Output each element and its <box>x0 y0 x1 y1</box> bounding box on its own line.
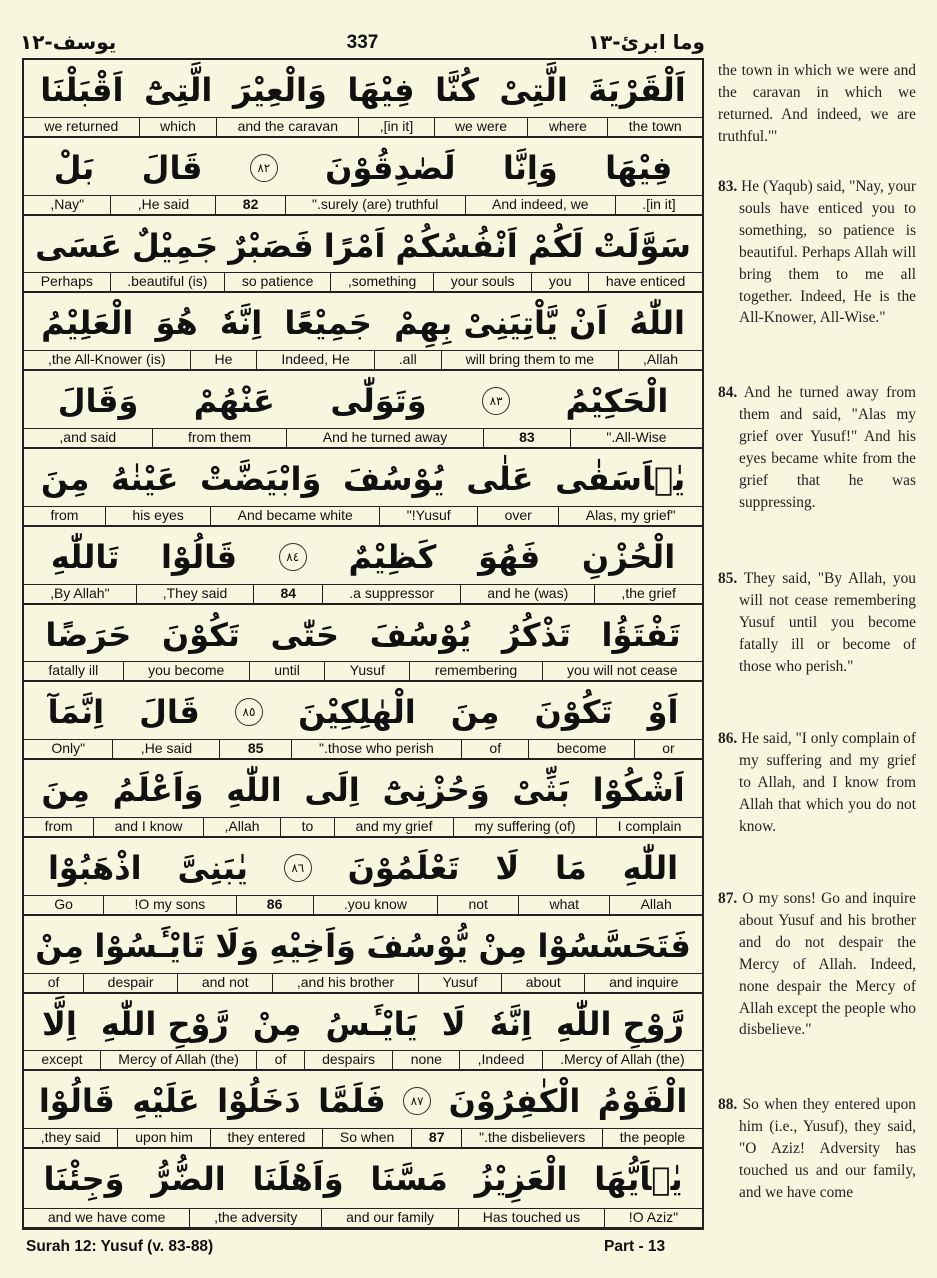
arabic-word: اَقْبَلْنَا <box>40 71 124 109</box>
arabic-word: تَايْـَٔسُوْا <box>94 926 205 965</box>
arabic-word: تَكُوْنَ <box>534 693 613 732</box>
english-gloss: [in it], <box>358 118 433 136</box>
english-gloss: (is) beautiful. <box>110 273 225 291</box>
english-gloss-line <box>24 1050 702 1069</box>
english-gloss: Perhaps <box>40 273 93 290</box>
arabic-word: عَلٰى <box>466 460 534 498</box>
english-gloss: Has touched us <box>458 1209 604 1227</box>
verse-row <box>24 60 702 138</box>
arabic-word: اِلَّا <box>42 1004 77 1043</box>
juz-title: وما ابرئ-١٣ <box>587 30 705 54</box>
arabic-word: الْهٰلِكِيْنَ <box>298 693 416 732</box>
arabic-word: اَنْ يَّاْتِيَنِىْ بِهِمْ <box>394 304 608 343</box>
arabic-word: فِيْهَا <box>605 148 673 187</box>
verse-row <box>24 994 702 1072</box>
verse-row <box>24 371 702 449</box>
english-gloss: "By Allah, <box>50 584 110 601</box>
english-gloss: Indeed, He <box>256 351 373 369</box>
english-gloss: and inquire <box>584 974 702 992</box>
arabic-word: وَاَعْلَمُ <box>112 771 204 810</box>
verse-label: 83. <box>718 178 738 195</box>
english-gloss: All-Wise." <box>570 429 702 447</box>
translation-paragraph <box>718 568 916 678</box>
english-gloss: a suppressor. <box>322 585 460 603</box>
english-gloss: you will not cease <box>542 662 702 680</box>
page-number: 337 <box>346 32 379 53</box>
verse-row <box>24 216 702 294</box>
arabic-word: لَكُمْ <box>527 226 584 265</box>
english-gloss: Indeed, <box>459 1051 541 1069</box>
english-gloss: Allah, <box>618 351 702 369</box>
translation-text: So when they entered upon him (i.e., Yusuf), they said, "O Aziz! Adversity has touched us and our family, and we have come <box>739 1096 916 1201</box>
verse-number-marker: ٨٧ <box>403 1087 431 1115</box>
arabic-word: وَحُزْنِىْٓ <box>382 771 490 810</box>
english-gloss: And indeed, we <box>465 196 615 214</box>
english-gloss: and I know <box>93 818 203 836</box>
translation-paragraph <box>718 176 916 329</box>
translation-text: He said, "I only complain of my suffering and my grief to Allah, and I know from Allah that which you do not know. <box>739 730 916 835</box>
verse-row <box>24 1071 702 1149</box>
arabic-word: وَقَالَ <box>57 382 139 421</box>
english-gloss: (is) the All-Knower, <box>47 351 166 368</box>
arabic-word: اَمْرًا <box>323 226 386 265</box>
arabic-word: تَفْتَؤُا <box>601 615 681 654</box>
english-gloss: and the caravan <box>216 118 358 136</box>
english-gloss: 87 <box>411 1129 461 1147</box>
arabic-word: قَالُوْا <box>161 537 238 576</box>
arabic-word: رَّوْحِ اللّٰهِ <box>556 1004 684 1043</box>
arabic-word: اِنَّهٗ <box>219 304 263 343</box>
english-gloss: from <box>44 817 73 834</box>
arabic-word: اَشْكُوْا <box>592 771 685 810</box>
footer-surah-info: Surah 12: Yusuf (v. 83-88) <box>26 1238 214 1255</box>
arabic-word: اللّٰهِ <box>226 771 282 810</box>
arabic-word: جَمِيْعًا <box>284 304 372 343</box>
arabic-word: لَا <box>441 1004 466 1043</box>
translation-text: They said, "By Allah, you will not cease remembering Yusuf until you become fatally ill or become of those who perish." <box>739 570 916 675</box>
arabic-line <box>24 60 702 120</box>
translation-paragraph <box>718 60 916 148</box>
english-gloss: you <box>531 273 588 291</box>
arabic-line <box>24 682 702 742</box>
arabic-word: فَهُوَ <box>478 537 541 576</box>
english-gloss: have enticed <box>588 273 702 291</box>
english-gloss: remembering <box>409 662 541 680</box>
arabic-word: الْكٰفِرُوْنَ <box>448 1082 581 1121</box>
english-gloss: So when <box>322 1129 411 1147</box>
arabic-word: يُوْسُفَ <box>369 615 472 654</box>
english-gloss: will bring them to me <box>441 351 618 369</box>
english-gloss: we were <box>434 118 528 136</box>
page-header <box>20 30 705 58</box>
arabic-word: تَاللّٰهِ <box>50 537 120 576</box>
arabic-word: عَلَيْهِ <box>132 1082 200 1121</box>
translation-paragraph <box>718 888 916 1041</box>
english-gloss: or <box>634 740 702 758</box>
english-gloss: over <box>477 507 558 525</box>
english-gloss: his eyes <box>105 507 210 525</box>
english-gloss: and not <box>177 974 272 992</box>
english-gloss-line <box>24 117 702 136</box>
english-gloss: and we have come <box>47 1208 166 1225</box>
verse-number-marker: ٨٥ <box>235 698 263 726</box>
arabic-word: بَثِّىْ <box>512 771 570 810</box>
english-gloss: you become <box>123 662 249 680</box>
arabic-word: عَسَى <box>35 226 122 265</box>
arabic-word: رَّوْحِ اللّٰهِ <box>100 1004 229 1043</box>
arabic-line <box>24 994 702 1054</box>
verse-label: 84. <box>718 384 738 401</box>
english-gloss-line <box>24 506 702 525</box>
arabic-word: وَاَهْلَنَا <box>252 1160 344 1199</box>
english-gloss: and his brother, <box>272 974 418 992</box>
english-gloss: O my sons! <box>103 896 235 914</box>
english-gloss: surely (are) truthful." <box>285 196 465 214</box>
english-gloss: from <box>50 506 79 523</box>
arabic-word: اَلْقَرْيَةَ <box>588 71 686 109</box>
english-gloss: Allah, <box>203 818 280 836</box>
arabic-word: حَرَضًا <box>45 615 132 654</box>
arabic-word: مِنْ <box>478 926 528 965</box>
verse-number-marker: ٨٦ <box>284 854 312 882</box>
english-gloss: those who perish." <box>291 740 461 758</box>
english-gloss: and my grief <box>334 818 453 836</box>
translation-paragraph <box>718 1094 916 1204</box>
english-gloss: They said, <box>136 585 254 603</box>
arabic-word: مَا <box>555 849 587 887</box>
english-gloss: the town <box>607 118 702 136</box>
arabic-word: يٰبَنِىَّ <box>177 849 248 887</box>
translation-text: O my sons! Go and inquire about Yusuf and his brother and do not despair the Mercy of Allah. Indeed, none despair the Mercy of Allah except the people who disbelieve." <box>739 890 916 1039</box>
verse-row <box>24 760 702 838</box>
english-gloss: you know. <box>313 896 438 914</box>
arabic-line <box>24 838 702 898</box>
arabic-word: اَنْفُسُكُمْ <box>395 226 518 265</box>
arabic-word: مِنَ <box>41 771 90 810</box>
english-gloss-line <box>24 973 702 992</box>
english-gloss: which <box>139 118 217 136</box>
english-gloss: despair <box>83 974 177 992</box>
arabic-line <box>24 293 702 353</box>
arabic-line <box>24 138 702 198</box>
english-gloss: upon him <box>117 1129 209 1147</box>
arabic-word: الْحُزْنِ <box>581 537 676 576</box>
english-gloss: the people <box>602 1129 702 1147</box>
verse-row <box>24 527 702 605</box>
arabic-line <box>24 1149 702 1209</box>
arabic-word: وَاَخِيْهِ <box>269 926 356 965</box>
arabic-word: مِنْ <box>35 926 84 965</box>
verse-label: 88. <box>718 1096 738 1113</box>
arabic-word: عَيْنٰهُ <box>111 460 179 498</box>
english-gloss: (of) my suffering <box>453 818 596 836</box>
arabic-word: فَلَمَّا <box>318 1082 386 1121</box>
verse-row <box>24 916 702 994</box>
english-gloss: "O Aziz! <box>604 1209 702 1227</box>
english-gloss: and he (was) <box>460 585 594 603</box>
english-gloss: none <box>392 1051 459 1069</box>
english-gloss: about <box>501 974 584 992</box>
english-gloss: 82 <box>215 196 284 214</box>
arabic-word: فِيْهَا <box>347 71 415 109</box>
arabic-word: دَخَلُوْا <box>217 1082 301 1121</box>
english-gloss: we returned <box>44 117 119 134</box>
arabic-word: هُوَ <box>155 304 198 343</box>
english-gloss: become <box>528 740 633 758</box>
english-gloss: fatally ill <box>48 662 99 679</box>
arabic-word: الْحَكِيْمُ <box>565 382 669 421</box>
arabic-word: يٰۤاَيُّهَا <box>594 1160 683 1199</box>
arabic-word: وَالْعِيْرَ <box>232 71 327 109</box>
arabic-word: جَمِيْلٌ <box>131 226 219 265</box>
arabic-word: يُوْسُفَ <box>342 460 445 498</box>
english-gloss: Yusuf <box>324 662 409 680</box>
arabic-word: عَنْهُمْ <box>193 382 275 421</box>
arabic-line <box>24 216 702 276</box>
english-gloss-line <box>24 428 702 447</box>
verse-number-marker: ٨٤ <box>279 543 307 571</box>
english-gloss: (the) Mercy of Allah <box>100 1051 256 1069</box>
verse-row <box>24 138 702 216</box>
english-gloss: I complain <box>596 818 702 836</box>
verse-number-marker: ٨٢ <box>250 154 278 182</box>
arabic-word: اِنَّهٗ <box>489 1004 532 1043</box>
arabic-word: مِنْ <box>252 1004 302 1043</box>
arabic-word: الْقَوْمُ <box>597 1082 688 1121</box>
verse-number-marker: ٨٣ <box>482 387 510 415</box>
english-gloss: (the) Mercy of Allah. <box>542 1051 702 1069</box>
arabic-line <box>24 371 702 431</box>
english-gloss-line <box>24 1128 702 1147</box>
arabic-word: وَلَا <box>215 926 260 965</box>
arabic-word: اللّٰهُ <box>629 304 685 343</box>
english-gloss-line <box>24 1208 702 1227</box>
arabic-word: قَالُوْا <box>38 1082 115 1121</box>
footer-part: Part - 13 <box>604 1238 666 1255</box>
translation-text: And he turned away from them and said, "Alas my grief over Yusuf!" And his eyes became white from the grief that he was suppressing. <box>739 384 916 511</box>
verse-label: 85. <box>718 570 738 587</box>
english-gloss: despairs <box>304 1051 393 1069</box>
arabic-word: لَصٰدِقُوْنَ <box>325 148 456 187</box>
arabic-line <box>24 527 702 587</box>
arabic-word: الْعَزِيْزُ <box>474 1160 568 1199</box>
arabic-word: اِلَى <box>304 771 360 810</box>
english-gloss: Yusuf!" <box>379 507 477 525</box>
arabic-line <box>24 760 702 820</box>
english-gloss-line <box>24 661 702 680</box>
arabic-word: فَصَبْرٌ <box>228 226 314 265</box>
arabic-word: تَذْكُرُ <box>501 615 571 654</box>
english-gloss: from them <box>152 429 287 447</box>
arabic-word: الَّتِىْ <box>499 71 568 109</box>
arabic-word: يٰۤاَسَفٰى <box>555 460 686 498</box>
verse-row <box>24 293 702 371</box>
arabic-word: مِنَ <box>40 460 90 498</box>
english-gloss: Yusuf <box>418 974 501 992</box>
english-gloss: and our family <box>321 1209 458 1227</box>
english-gloss: where <box>527 118 607 136</box>
translation-paragraph <box>718 382 916 513</box>
english-gloss: except <box>41 1051 83 1068</box>
english-gloss: And became white <box>210 507 379 525</box>
english-gloss: of <box>461 740 528 758</box>
arabic-word: قَالَ <box>141 148 203 187</box>
verse-row <box>24 838 702 916</box>
arabic-word: اَوْ <box>647 693 679 732</box>
english-gloss: so patience <box>224 273 330 291</box>
arabic-word: لَا <box>495 849 520 887</box>
english-gloss: of <box>256 1051 303 1069</box>
arabic-word: مَسَّنَا <box>370 1160 448 1199</box>
translation-text: He (Yaqub) said, "Nay, your souls have enticed you to something, so patience is beautiful. Perhaps Allah will bring them to me all together. Indeed, He is the All-Knower, All-Wise." <box>739 178 916 327</box>
arabic-word: وَجِئْنَا <box>43 1160 125 1199</box>
arabic-line <box>24 605 702 665</box>
verse-row <box>24 1149 702 1227</box>
arabic-word: حَتّٰى <box>270 615 339 654</box>
english-gloss: your souls <box>433 273 531 291</box>
english-gloss: Go <box>54 895 73 912</box>
arabic-word: سَوَّلَتْ <box>593 226 691 265</box>
verse-row <box>24 449 702 527</box>
arabic-word: يُّوْسُفَ <box>366 926 469 965</box>
english-gloss: 83 <box>483 429 570 447</box>
english-gloss: "Nay, <box>50 195 85 212</box>
english-gloss: to <box>280 818 334 836</box>
english-gloss: they entered <box>210 1129 322 1147</box>
english-gloss: until <box>249 662 325 680</box>
arabic-word: كَظِيْمٌ <box>348 537 437 576</box>
english-gloss: the grief, <box>594 585 702 603</box>
arabic-line <box>24 916 702 976</box>
english-gloss: 86 <box>236 896 313 914</box>
english-gloss: what <box>518 896 609 914</box>
translation-paragraph <box>718 728 916 838</box>
english-gloss: of <box>47 973 60 990</box>
english-gloss-line <box>24 895 702 914</box>
arabic-word: الَّتِىْٓ <box>143 71 213 109</box>
arabic-word: الْعَلِيْمُ <box>41 304 134 343</box>
english-gloss: not <box>437 896 518 914</box>
arabic-word: وَابْيَضَّتْ <box>200 460 322 498</box>
arabic-word: فَتَحَسَّسُوْا <box>537 926 691 965</box>
english-gloss: they said, <box>40 1129 101 1146</box>
translation-text: the town in which we were and the caravan in which we returned. And indeed, we are truthful."' <box>718 62 916 145</box>
arabic-word: وَتَوَلّٰى <box>330 382 427 421</box>
arabic-word: كُنَّا <box>435 71 479 109</box>
surah-title: يوسف-١٢ <box>20 30 117 54</box>
arabic-line <box>24 449 702 509</box>
english-gloss-line <box>24 272 702 291</box>
english-gloss-line <box>24 817 702 836</box>
english-gloss: And he turned away <box>286 429 482 447</box>
english-gloss: He said, <box>110 196 215 214</box>
arabic-word: تَعْلَمُوْنَ <box>347 849 460 887</box>
english-gloss: "Alas, my grief <box>558 507 702 525</box>
english-gloss-line <box>24 350 702 369</box>
english-gloss: something, <box>330 273 433 291</box>
english-gloss: He said, <box>112 740 219 758</box>
english-gloss: the adversity, <box>189 1209 321 1227</box>
verse-row <box>24 605 702 683</box>
arabic-word: تَكُوْنَ <box>161 615 240 654</box>
verse-label: 86. <box>718 730 738 747</box>
arabic-line <box>24 1071 702 1131</box>
verse-label: 87. <box>718 890 738 907</box>
word-by-word-grid <box>22 58 704 1230</box>
arabic-word: وَاِنَّا <box>502 148 558 187</box>
english-gloss: 84 <box>253 585 322 603</box>
arabic-word: بَلْ <box>53 148 95 187</box>
arabic-word: يَايْـَٔسُ <box>325 1004 418 1043</box>
english-gloss: He <box>190 351 257 369</box>
english-gloss-line <box>24 584 702 603</box>
english-gloss-line <box>24 739 702 758</box>
english-gloss: all. <box>374 351 441 369</box>
arabic-word: اللّٰهِ <box>622 849 679 887</box>
arabic-word: مِنَ <box>450 693 500 732</box>
english-gloss-line <box>24 195 702 214</box>
english-gloss: the disbelievers." <box>461 1129 602 1147</box>
english-gloss: Allah <box>609 896 702 914</box>
english-gloss: and said, <box>59 428 117 445</box>
english-gloss: [in it]. <box>615 196 702 214</box>
arabic-word: قَالَ <box>139 693 200 732</box>
verse-row <box>24 682 702 760</box>
arabic-word: الضُّرُّ <box>151 1160 226 1199</box>
english-gloss: "Only <box>51 740 86 757</box>
arabic-word: اذْهَبُوْا <box>47 849 142 887</box>
arabic-word: اِنَّمَآ <box>47 693 105 732</box>
english-gloss: 85 <box>219 740 290 758</box>
